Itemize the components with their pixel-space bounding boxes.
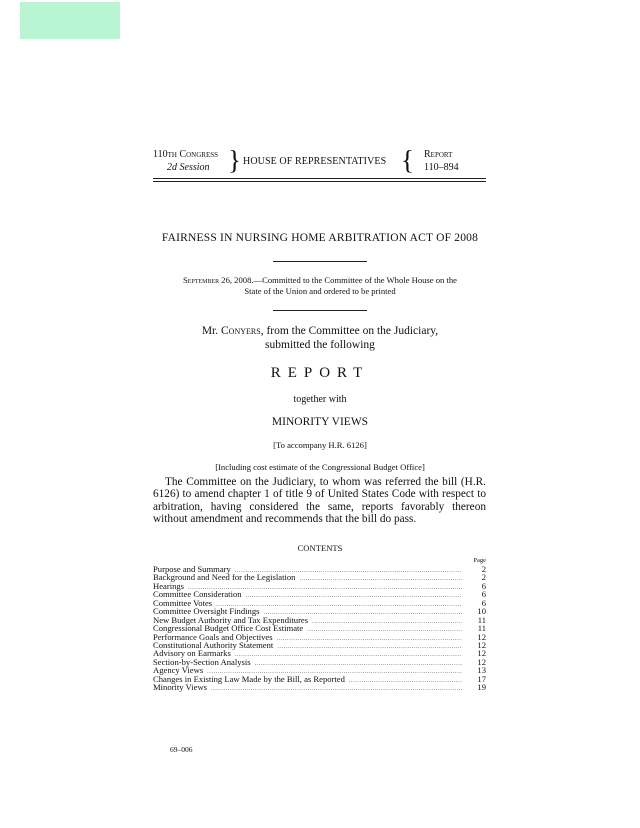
- toc-entry-page: 11: [477, 614, 486, 625]
- sponsor-name: Conyers: [221, 325, 261, 337]
- toc-dot-leader: [277, 635, 462, 643]
- congress-session-block: [153, 149, 231, 174]
- header-rule-bottom: [153, 181, 486, 182]
- toc-entry-label: Minority Views: [153, 682, 207, 693]
- toc-entry-label: New Budget Authority and Tax Expenditures: [153, 614, 309, 625]
- sponsor-line2: submitted the following: [265, 339, 375, 351]
- toc-entry-page: 12: [477, 648, 486, 659]
- report-header: [153, 145, 486, 179]
- toc-entry-label: Committee Oversight Findings: [153, 606, 260, 617]
- toc-dot-leader: [277, 643, 462, 651]
- toc-entry-page: 13: [477, 665, 486, 676]
- bill-title: FAIRNESS IN NURSING HOME ARBITRATION ACT OF 2008: [161, 232, 479, 244]
- divider-rule-2: [273, 310, 367, 311]
- toc-dot-leader: [255, 660, 462, 668]
- toc-dot-leader: [307, 626, 462, 634]
- toc-dot-leader: [299, 575, 462, 583]
- report-number-block: [424, 149, 459, 174]
- table-of-contents: [153, 557, 486, 692]
- toc-entry: [153, 683, 486, 691]
- toc-entry-page: 17: [477, 673, 486, 684]
- toc-dot-leader: [312, 618, 462, 626]
- toc-entry-page: 11: [477, 623, 486, 634]
- toc-entry-page: 6: [481, 589, 486, 600]
- committed-line1: .—Committed to the Committee of the Whole House on the: [251, 275, 457, 285]
- toc-entry-label: Hearings: [153, 580, 185, 591]
- cost-estimate-note: [Including cost estimate of the Congressional Budget Office]: [215, 462, 425, 472]
- congress-label: 110th Congress: [153, 149, 219, 160]
- toc-entry-page: 12: [477, 631, 486, 642]
- highlight-stamp: [20, 2, 120, 39]
- right-brace: {: [401, 145, 414, 175]
- toc-list: [153, 565, 486, 692]
- committed-line2: State of the Union and ordered to be printed: [244, 286, 396, 296]
- toc-entry-page: 2: [481, 572, 486, 583]
- toc-entry-label: Committee Consideration: [153, 589, 242, 600]
- body-paragraph: The Committee on the Judiciary, to whom was referred the bill (H.R. 6126) to amend chapter 1 of title 9 of United States Code with respect to arbitration, having considered the same, reports favorably thereon without amendment and recommends that the bill do pass.: [153, 476, 486, 525]
- toc-entry-label: Constitutional Authority Statement: [153, 639, 274, 650]
- toc-entry-label: Advisory on Earmarks: [153, 648, 231, 659]
- toc-dot-leader: [349, 677, 462, 685]
- sponsor-statement: [140, 324, 500, 352]
- toc-page-label: Page: [473, 557, 486, 564]
- toc-entry-page: 10: [477, 606, 486, 617]
- toc-entry-label: Background and Need for the Legislation: [153, 572, 296, 583]
- toc-dot-leader: [235, 651, 462, 659]
- accompany-note: [To accompany H.R. 6126]: [273, 440, 367, 450]
- toc-entry-label: Performance Goals and Objectives: [153, 631, 273, 642]
- toc-entry-page: 2: [481, 564, 486, 574]
- sponsor-prefix: Mr.: [201, 325, 221, 337]
- committed-date: September 26, 2008: [183, 275, 252, 285]
- toc-entry-label: Purpose and Summary: [153, 564, 231, 574]
- report-label: Report: [424, 149, 453, 160]
- sponsor-line1: , from the Committee on the Judiciary,: [260, 325, 439, 337]
- toc-entry: [153, 573, 486, 581]
- toc-dot-leader: [246, 592, 462, 600]
- toc-entry-page: 19: [477, 682, 486, 693]
- toc-entry-page: 6: [481, 580, 486, 591]
- toc-dot-leader: [211, 685, 462, 693]
- header-rule-top: [153, 178, 486, 179]
- session-label: 2d Session: [167, 161, 210, 173]
- toc-entry-page: 6: [481, 597, 486, 608]
- toc-entry-label: Section-by-Section Analysis: [153, 656, 251, 667]
- contents-heading: CONTENTS: [297, 543, 343, 553]
- toc-entry-page: 12: [477, 656, 486, 667]
- chamber-label: HOUSE OF REPRESENTATIVES: [243, 156, 387, 167]
- left-brace: }: [228, 145, 241, 175]
- report-number: 110–894: [424, 161, 459, 173]
- report-heading: REPORT: [270, 365, 370, 381]
- together-with: together with: [293, 394, 347, 405]
- toc-entry-label: Congressional Budget Office Cost Estimate: [153, 623, 304, 634]
- footer-code: 69–006: [170, 745, 193, 754]
- toc-entry-label: Changes in Existing Law Made by the Bill, as Reported: [153, 673, 345, 684]
- toc-entry-label: Agency Views: [153, 665, 204, 676]
- toc-entry-page: 12: [477, 639, 486, 650]
- divider-rule-1: [273, 261, 367, 262]
- committed-statement: [150, 275, 490, 297]
- toc-entry-label: Committee Votes: [153, 597, 213, 608]
- minority-views-heading: MINORITY VIEWS: [271, 416, 369, 428]
